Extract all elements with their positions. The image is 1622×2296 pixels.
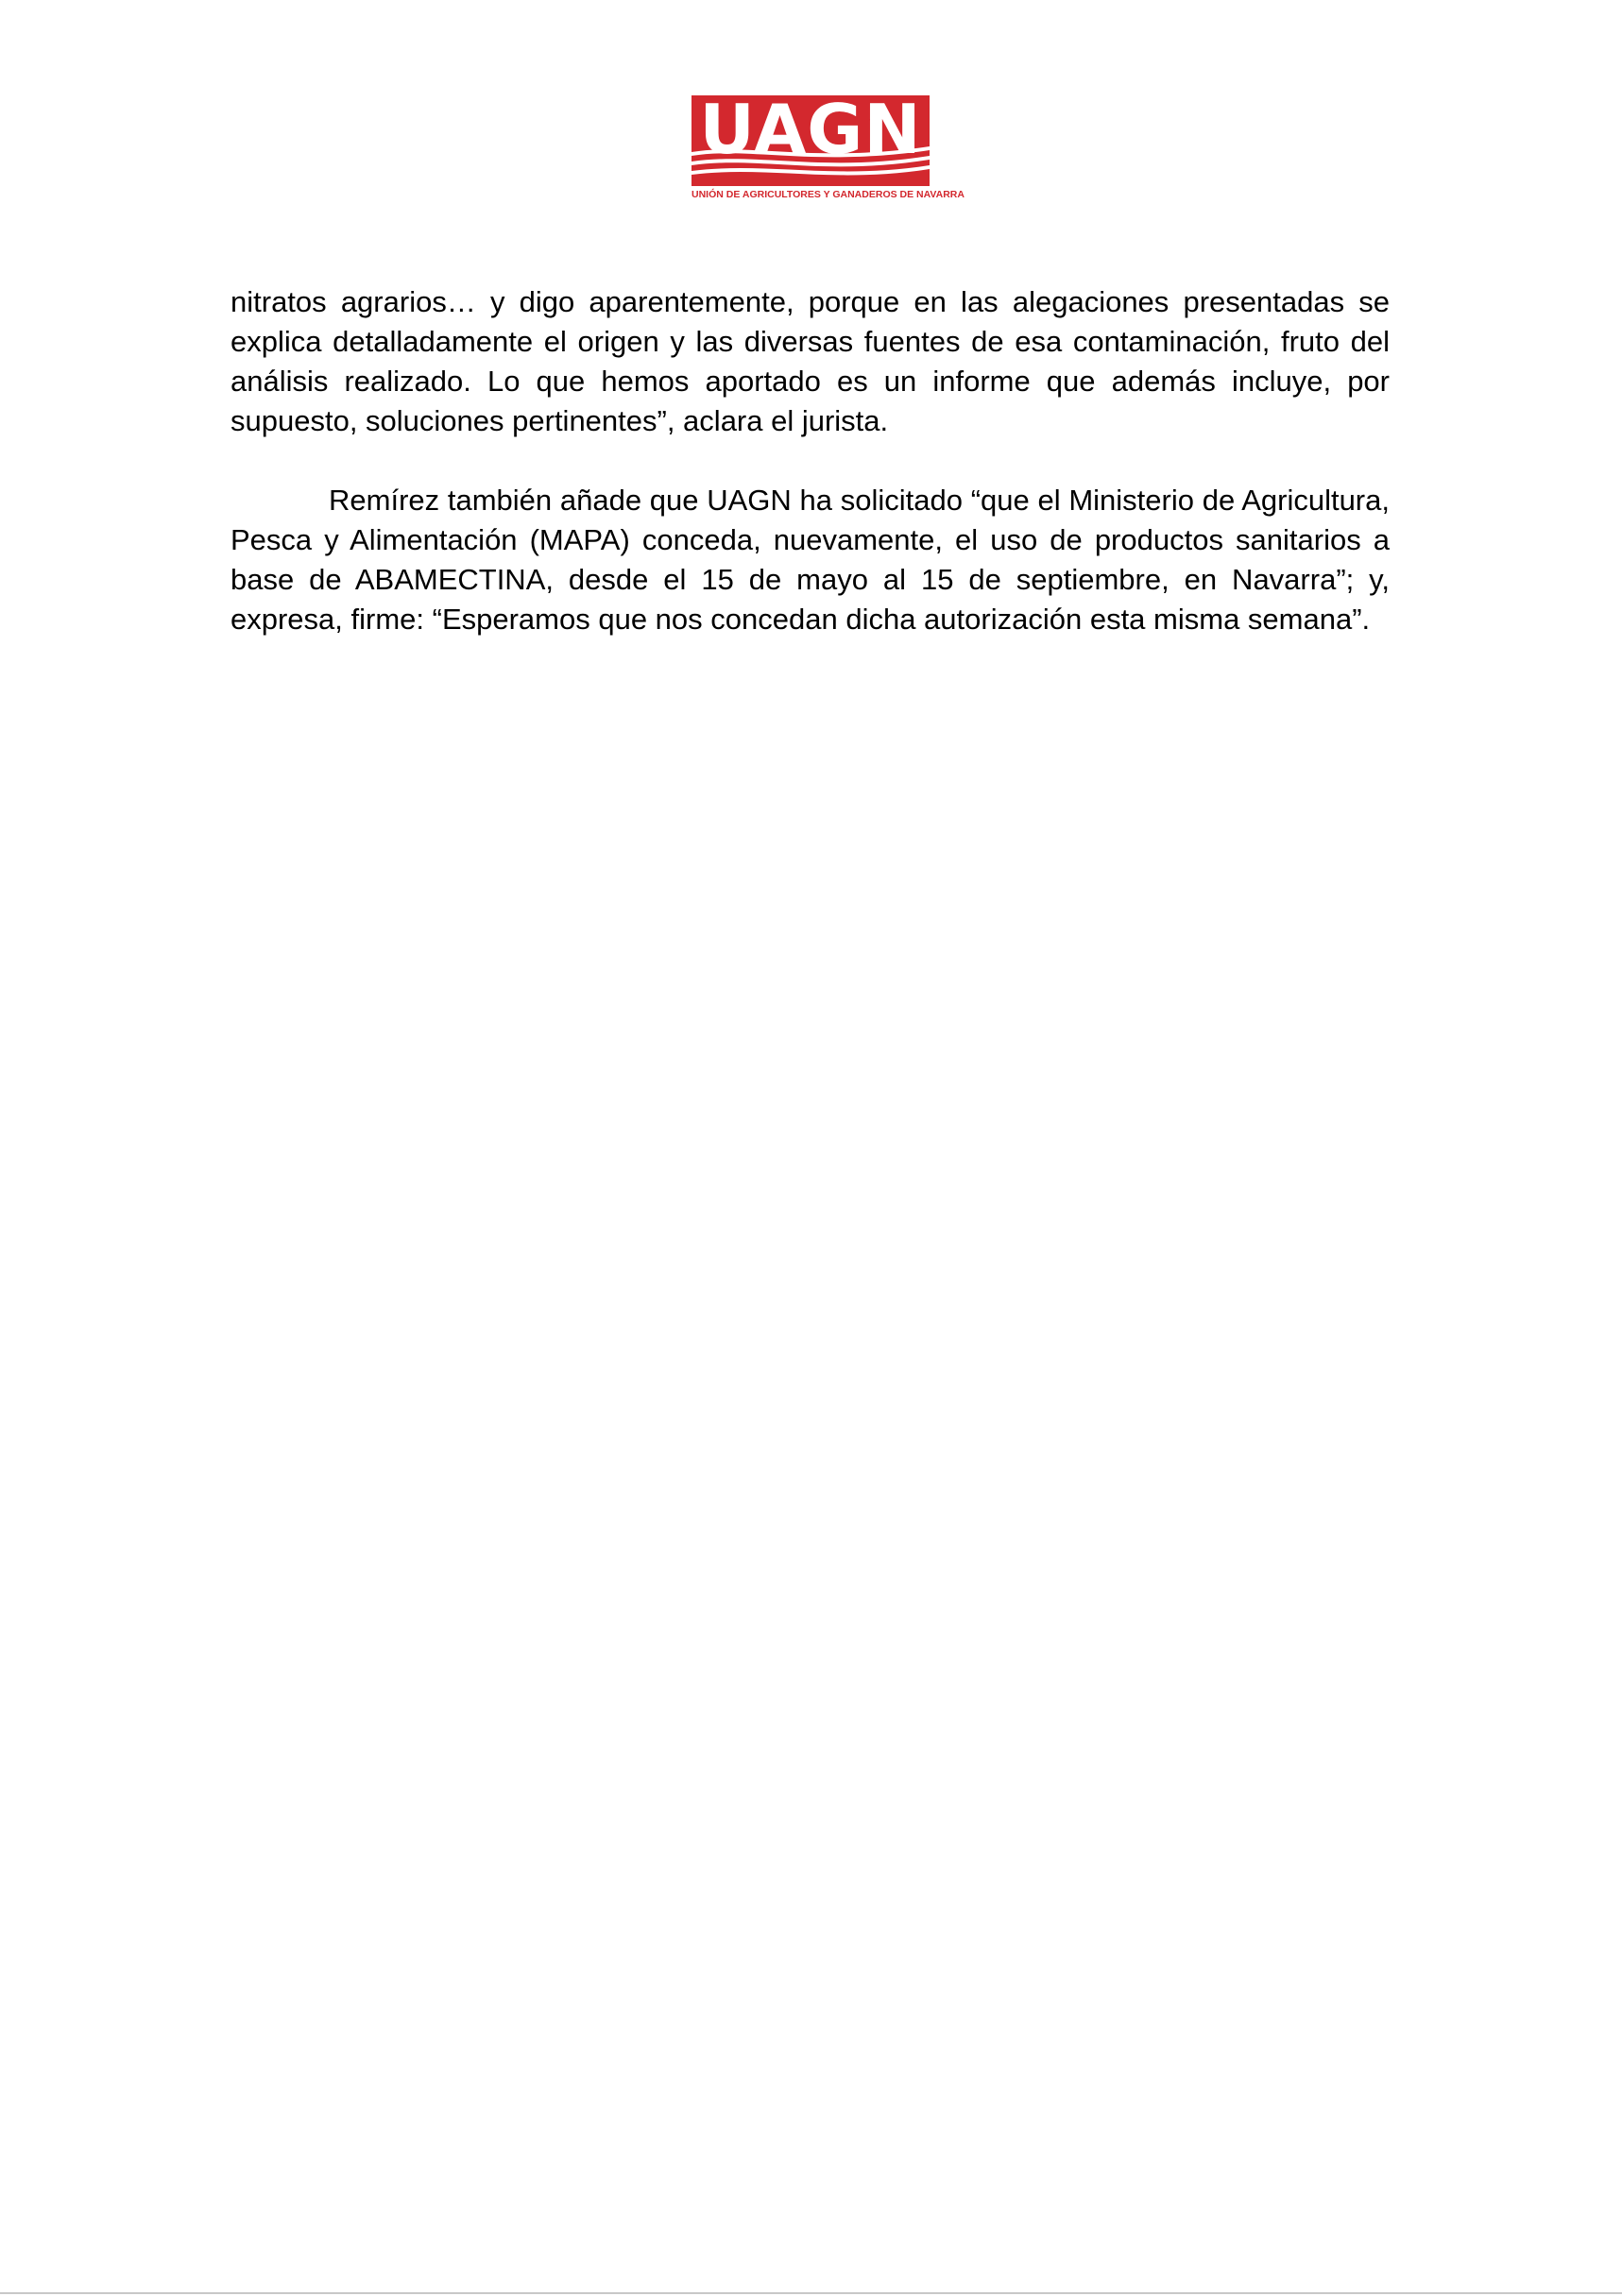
article-body xyxy=(230,282,1390,639)
page-bottom-divider xyxy=(0,2292,1622,2294)
paragraph-1: nitratos agrarios… y digo aparentemente, porque en las alegaciones presentadas se explica detalladamente el origen y las diversas fuentes de esa contaminación, fruto del análisis realizado. Lo que hemos aportado es un informe que además incluye, por supuesto, soluciones pertinentes”, aclara el jurista. xyxy=(230,285,1390,437)
uagn-logo xyxy=(691,95,965,201)
logo-box xyxy=(691,95,930,186)
logo-wordmark: UAGN xyxy=(699,95,922,169)
logo-subtitle: UNIÓN DE AGRICULTORES Y GANADEROS DE NAVARRA xyxy=(691,189,965,200)
paragraph-2: Remírez también añade que UAGN ha solicitado “que el Ministerio de Agricultura, Pesca y Alimentación (MAPA) conceda, nuevamente, el uso de productos sanitarios a base de ABAMECTINA, desde el 15 de mayo al 15 de septiembre, en Navarra”; y, expresa, firme: “Esperamos que nos concedan dicha autorización esta misma semana”. xyxy=(230,484,1390,636)
